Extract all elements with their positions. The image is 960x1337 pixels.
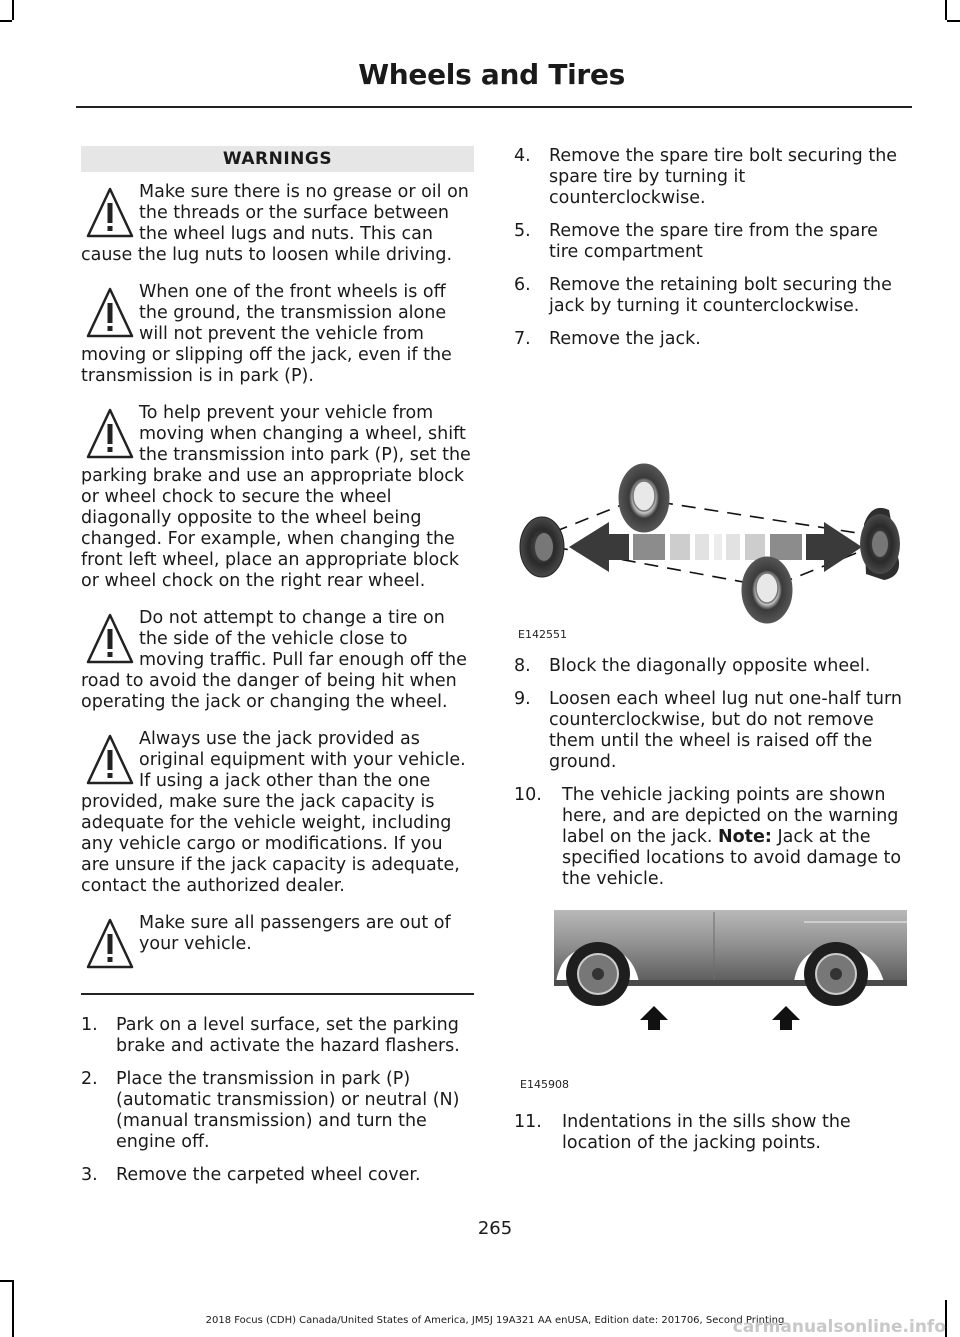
figure-code: E145908 xyxy=(520,1078,569,1091)
steps-list xyxy=(514,1112,907,1154)
warning-item xyxy=(81,608,474,713)
list-item xyxy=(514,329,907,350)
steps-list xyxy=(514,785,907,890)
crop-mark xyxy=(0,1280,12,1282)
jacking-points-figure xyxy=(514,902,907,1102)
warning-item xyxy=(81,729,474,897)
step-number: 3. xyxy=(81,1165,98,1185)
list-item xyxy=(514,146,907,209)
crop-mark xyxy=(0,20,12,22)
note-label: Note: xyxy=(718,827,772,847)
note-text: Jack at the specified locations to avoid damage to the vehicle. xyxy=(562,827,902,889)
warning-triangle-icon xyxy=(85,286,135,342)
list-item xyxy=(81,1165,474,1186)
list-item xyxy=(514,689,907,773)
step-text: Park on a level surface, set the parking brake and activate the hazard flashers. xyxy=(116,1015,460,1056)
warning-triangle-icon xyxy=(85,186,135,242)
warnings-heading: WARNINGS xyxy=(81,146,474,172)
watermark: carmanualsonline.info xyxy=(732,1317,946,1337)
step-number: 7. xyxy=(514,329,531,349)
list-item xyxy=(514,221,907,263)
step-number: 4. xyxy=(514,146,531,166)
step-number: 10. xyxy=(514,785,542,805)
step-number: 9. xyxy=(514,689,531,709)
warning-item xyxy=(81,182,474,266)
crop-mark xyxy=(945,0,947,20)
step-number: 6. xyxy=(514,275,531,295)
list-item xyxy=(514,1112,907,1154)
step-text: Remove the spare tire from the spare tire compartment xyxy=(549,221,878,262)
crop-mark xyxy=(12,0,14,20)
list-item xyxy=(514,785,907,890)
steps-list xyxy=(81,1015,474,1186)
step-number: 11. xyxy=(514,1112,542,1132)
warning-text: Do not attempt to change a tire on the side of the vehicle close to moving traffic. Pull far enough off the road to avoid the danger of being hit when operating the jack or changing the wheel. xyxy=(81,608,467,712)
warning-text: When one of the front wheels is off the ground, the transmission alone will not prevent the vehicle from moving or slipping off the jack, even if the transmission is in park (P). xyxy=(81,282,452,386)
page-title: Wheels and Tires xyxy=(358,58,625,91)
warning-triangle-icon xyxy=(85,407,135,463)
steps-list xyxy=(514,656,907,773)
header-rule xyxy=(76,106,912,108)
list-item xyxy=(81,1069,474,1153)
warnings-end-rule xyxy=(81,993,474,995)
vehicle-side-illustration xyxy=(514,902,907,1092)
step-text: Remove the carpeted wheel cover. xyxy=(116,1165,421,1185)
step-number: 5. xyxy=(514,221,531,241)
warning-triangle-icon xyxy=(85,917,135,973)
jacking-point-arrow-icon xyxy=(772,1006,800,1030)
step-text: Remove the spare tire bolt securing the spare tire by turning it counterclockwise. xyxy=(549,146,898,208)
warning-text: Make sure all passengers are out of your vehicle. xyxy=(139,913,451,954)
step-text: Loosen each wheel lug nut one-half turn counterclockwise, but do not remove them until the wheel is raised off the ground. xyxy=(549,689,902,772)
crop-mark xyxy=(947,20,960,22)
diagonal-wheel-figure xyxy=(514,362,907,648)
step-number: 8. xyxy=(514,656,531,676)
list-item xyxy=(81,1015,474,1057)
warning-text: Make sure there is no grease or oil on the threads or the surface between the wheel lugs and nuts. This can cause the lug nuts to loosen while driving. xyxy=(81,182,469,265)
step-text: The vehicle jacking points are shown here, and are depicted on the warning label on the jack. xyxy=(562,785,899,847)
warning-item xyxy=(81,913,474,955)
step-text: Place the transmission in park (P) (automatic transmission) or neutral (N) (manual transmission) and turn the engine off. xyxy=(116,1069,460,1152)
footer-text: 2018 Focus (CDH) Canada/United States of America, JM5J 19A321 AA enUSA, Edition date: 201706, Second Printing xyxy=(205,1315,785,1326)
list-item xyxy=(514,656,907,677)
step-number: 1. xyxy=(81,1015,98,1035)
warning-item xyxy=(81,403,474,592)
step-text: Remove the retaining bolt securing the jack by turning it counterclockwise. xyxy=(549,275,892,316)
page-number: 265 xyxy=(477,1218,513,1239)
crop-mark xyxy=(12,1280,14,1337)
list-item xyxy=(514,275,907,317)
warning-text: Always use the jack provided as original equipment with your vehicle. If using a jack other than the one provided, make sure the jack capacity is adequate for the vehicle weight, including any vehicle cargo or modifications. If you are unsure if the jack capacity is adequate, contact the authorized dealer. xyxy=(81,729,466,896)
warning-triangle-icon xyxy=(85,733,135,789)
step-number: 2. xyxy=(81,1069,98,1089)
right-column xyxy=(514,146,907,1166)
wheel-diagram xyxy=(514,362,907,632)
steps-list xyxy=(514,146,907,350)
step-text: Indentations in the sills show the location of the jacking points. xyxy=(562,1112,851,1153)
figure-code: E142551 xyxy=(518,628,567,641)
warning-text: To help prevent your vehicle from moving when changing a wheel, shift the transmission into park (P), set the parking brake and use an appropriate block or wheel chock to secure the wheel diagonally opposite to the wheel being changed. For example, when changing the front left wheel, place an appropriate block or wheel chock on the right rear wheel. xyxy=(81,403,471,591)
jacking-point-arrow-icon xyxy=(640,1006,668,1030)
warning-triangle-icon xyxy=(85,612,135,668)
step-text: Block the diagonally opposite wheel. xyxy=(549,656,871,676)
left-column xyxy=(81,146,474,1198)
warning-item xyxy=(81,282,474,387)
step-text: Remove the jack. xyxy=(549,329,701,349)
